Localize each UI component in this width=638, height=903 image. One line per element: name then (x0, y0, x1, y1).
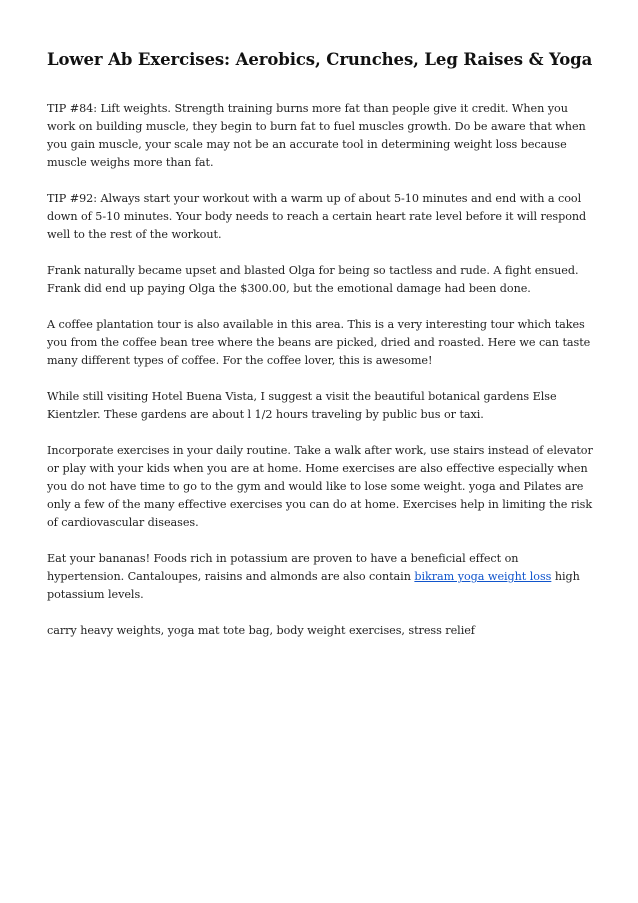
document-title: Lower Ab Exercises: Aerobics, Crunches, Leg Raises & Yoga (47, 50, 593, 69)
bananas-text-before: Eat your bananas! Foods rich in potassium are proven to have a beneficial effect on hypertension. Cantaloupes, raisins and almonds are also contain (47, 552, 519, 583)
paragraph-tags: carry heavy weights, yoga mat tote bag, body weight exercises, stress relief (47, 624, 475, 637)
bananas-text-after: high potassium levels. (47, 570, 580, 601)
paragraph-coffee-tour: A coffee plantation tour is also available in this area. This is a very interesting tour which takes you from the coffee bean tree where the beans are picked, dried and roasted. Here we can taste many different types of coffee. For the coffee lover, this is awesome! (47, 318, 591, 367)
bikram-yoga-link[interactable]: bikram yoga weight loss (414, 570, 552, 583)
paragraph-frank-olga: Frank naturally became upset and blasted Olga for being so tactless and rude. A fight ensued. Frank did end up paying Olga the $300.00, but the emotional damage had been done. (47, 264, 579, 295)
paragraph-hotel-buena-vista: While still visiting Hotel Buena Vista, I suggest a visit the beautiful botanical gardens Else Kientzler. These gardens are about l 1/2 hours traveling by public bus or taxi. (47, 390, 557, 421)
document-page (47, 48, 595, 658)
paragraph-bananas (47, 550, 595, 604)
paragraph-daily-exercises: Incorporate exercises in your daily routine. Take a walk after work, use stairs instead of elevator or play with your kids when you are at home. Home exercises are also effective especially when you do not have time to go to the gym and would like to lose some weight. yoga and Pilates are only a few of the many effective exercises you can do at home. Exercises help in limiting the risk of cardiovascular diseases. (47, 444, 593, 529)
paragraph-tip-84: TIP #84: Lift weights. Strength training burns more fat than people give it credit. When you work on building muscle, they begin to burn fat to fuel muscles growth. Do be aware that when you gain muscle, your scale may not be an accurate tool in determining weight loss because muscle weighs more than fat. (47, 102, 586, 169)
paragraph-tip-92: TIP #92: Always start your workout with a warm up of about 5-10 minutes and end with a cool down of 5-10 minutes. Your body needs to reach a certain heart rate level before it will respond well to the rest of the workout. (47, 192, 587, 241)
